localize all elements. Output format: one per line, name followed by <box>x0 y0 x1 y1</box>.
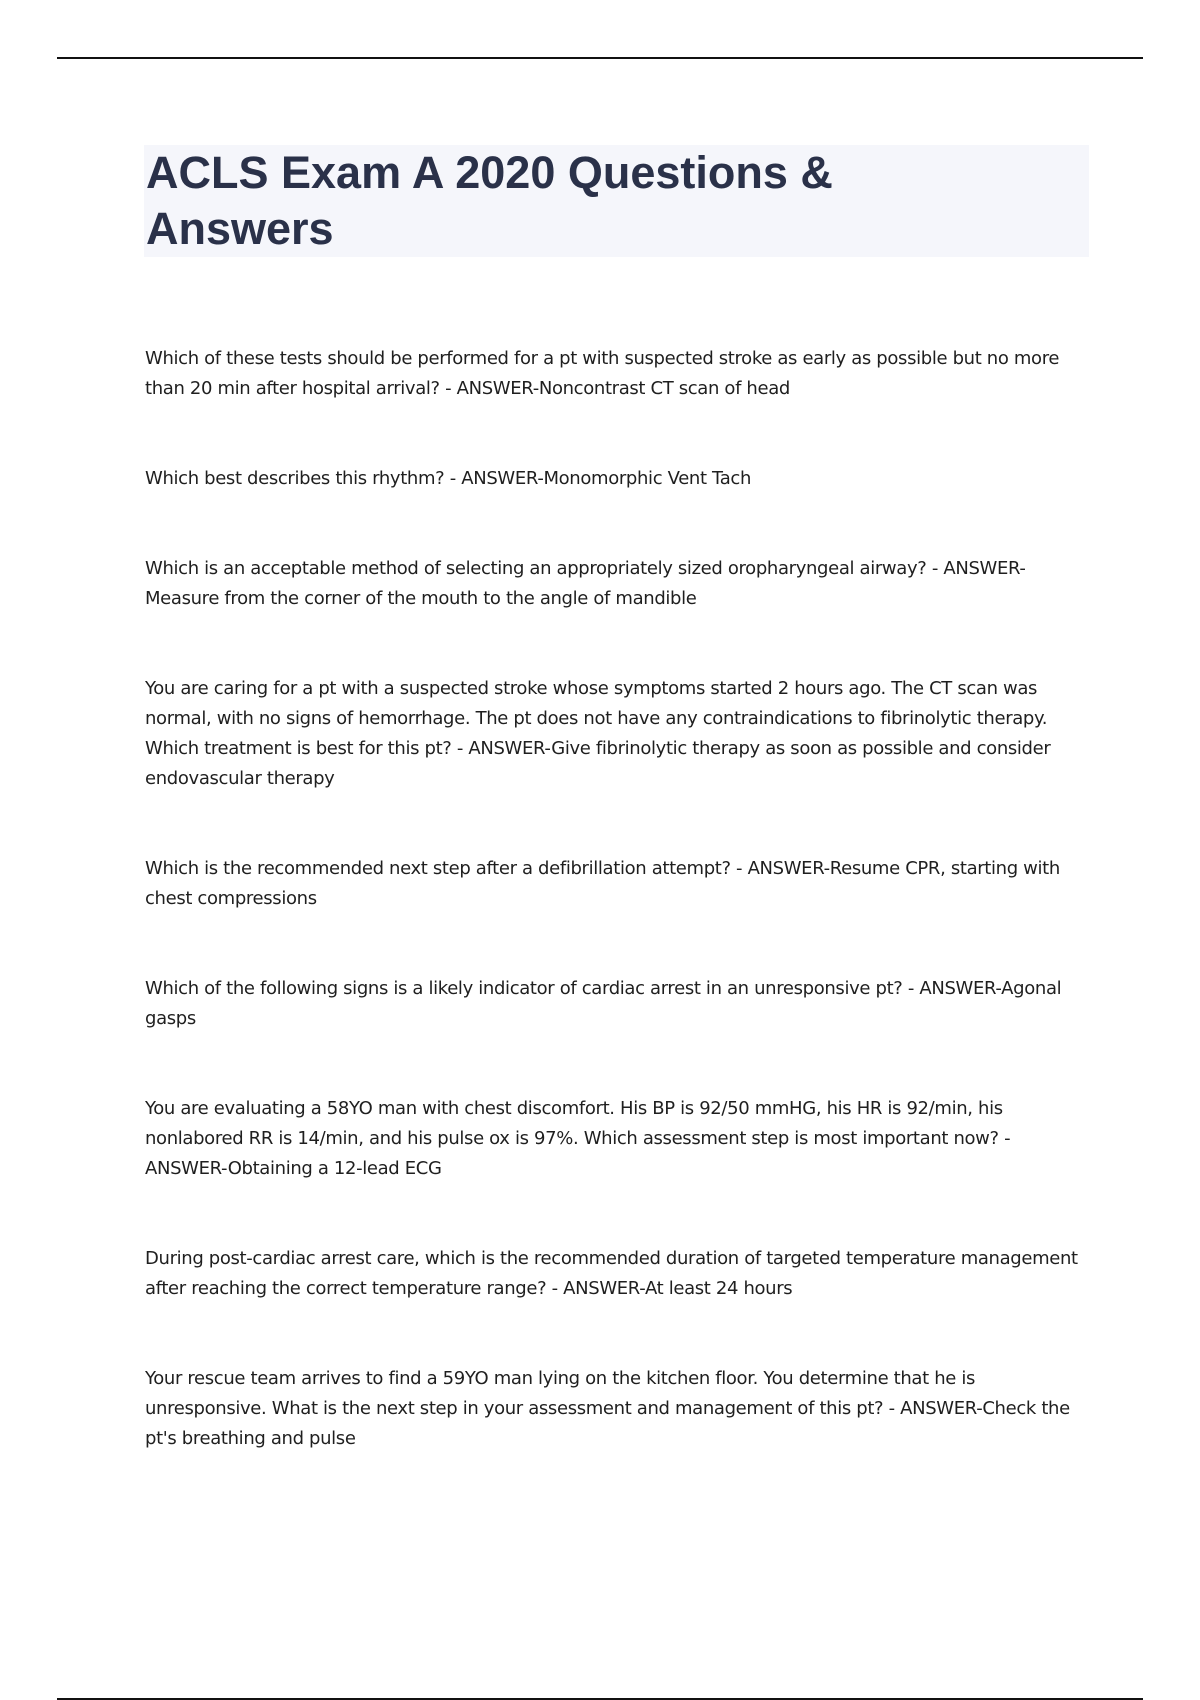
title-block <box>144 145 1089 257</box>
qa-item: Which of these tests should be performed for a pt with suspected stroke as early as possible but no more than 20 min after hospital arrival? - ANSWER-Noncontrast CT scan of head <box>145 348 1060 399</box>
top-rule <box>57 57 1143 59</box>
qa-item: Your rescue team arrives to find a 59YO man lying on the kitchen floor. You determine that he is unresponsive. What is the next step in your assessment and management of this pt? - ANSWER-Check the pt's breathing and pulse <box>145 1368 1070 1449</box>
page-title: ACLS Exam A 2020 Questions & Answers <box>146 147 833 254</box>
qa-item: Which of the following signs is a likely indicator of cardiac arrest in an unresponsive pt? - ANSWER-Agonal gasps <box>145 978 1062 1029</box>
qa-item: During post-cardiac arrest care, which is the recommended duration of targeted temperature management after reaching the correct temperature range? - ANSWER-At least 24 hours <box>145 1248 1078 1299</box>
qa-item: Which is the recommended next step after a defibrillation attempt? - ANSWER-Resume CPR, starting with chest compressions <box>145 858 1060 909</box>
qa-item: You are caring for a pt with a suspected stroke whose symptoms started 2 hours ago. The CT scan was normal, with no signs of hemorrhage. The pt does not have any contraindications to fibrinolytic therapy. Which treatment is best for this pt? - ANSWER-Give fibrinolytic therapy as soon as possible and consider endovascular therapy <box>145 678 1051 789</box>
qa-item: Which is an acceptable method of selecting an appropriately sized oropharyngeal airway? - ANSWER-Measure from the corner of the mouth to the angle of mandible <box>145 558 1026 609</box>
qa-list <box>145 344 1090 1454</box>
qa-item: Which best describes this rhythm? - ANSWER-Monomorphic Vent Tach <box>145 468 752 489</box>
qa-item: You are evaluating a 58YO man with chest discomfort. His BP is 92/50 mmHG, his HR is 92/min, his nonlabored RR is 14/min, and his pulse ox is 97%. Which assessment step is most important now? - ANSWER-Obtaining a 12-lead ECG <box>145 1098 1011 1179</box>
